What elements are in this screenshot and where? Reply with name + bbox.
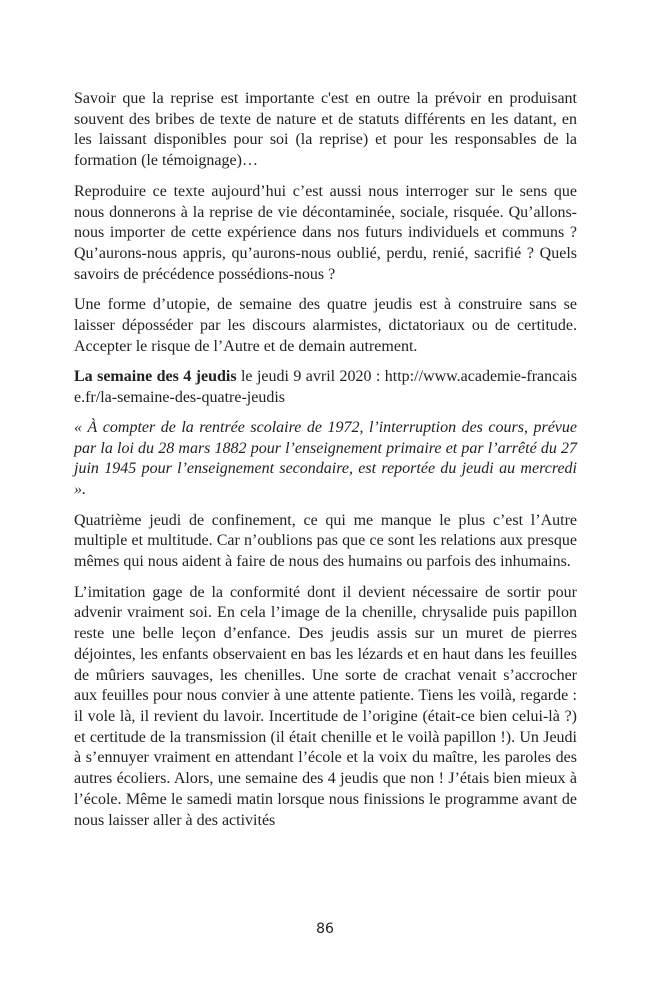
- academie-quote: « À compter de la rentrée scolaire de 1972, l’interruption des cours, prévue par la loi du 28 mars 1882 pour l’enseignement primaire et par l’arrêté du 27 juin 1945 pour l’enseignement secondaire, est reportée du jeudi au mercredi ».: [74, 418, 577, 498]
- paragraph-reproduire: Reproduire ce texte aujourd’hui c’est aussi nous interroger sur le sens que nous donnerons à la reprise de vie décontaminée, sociale, risquée. Qu’allons-nous importer de cette expérience dans nos futurs individuels et communs ? Qu’aurons-nous appris, qu’aurons-nous oublié, perdu, renié, sacrifié ? Quels savoirs de précédence possédions-nous ?: [74, 182, 577, 283]
- page-body: [74, 89, 577, 841]
- reference-paragraph: [74, 367, 577, 408]
- reference-title: La semaine des 4 jeudis: [74, 368, 237, 386]
- reference-date: le jeudi 9 avril 2020 :: [236, 368, 385, 386]
- reference-url[interactable]: http://www.academie-francaise.fr/la-semaine-des-quatre-jeudis: [74, 368, 577, 407]
- paragraph-imitation: L’imitation gage de la conformité dont il devient nécessaire de sortir pour advenir vraiment soi. En cela l’image de la chenille, chrysalide puis papillon reste une belle leçon d’enfance. Des jeudis assis sur un muret de pierres déjointes, les enfants observaient en bas les lézards et en haut dans les feuilles de mûriers sauvages, les chenilles. Une sorte de crachat venait s’accrocher aux feuilles pour nous convier à une attente patiente. Tiens les voilà, regarde : il vole là, il revient du lavoir. Incertitude de l’origine (était-ce bien celui-là ?) et certitude de la transmission (il était chenille et le voilà papillon !). Un Jeudi à s’ennuyer vraiment en attendant l’école et la voix du maître, les paroles des autres écoliers. Alors, une semaine des 4 jeudis que non ! J’étais bien mieux à l’école. Même le samedi matin lorsque nous finissions le programme avant de nous laisser aller à des activités: [74, 583, 577, 829]
- paragraph-quatrieme-jeudi: Quatrième jeudi de confinement, ce qui me manque le plus c’est l’Autre multiple et multitude. Car n’oublions pas que ce sont les relations aux presque mêmes qui nous aident à faire de nous des humains ou parfois des inhumains.: [74, 511, 577, 571]
- page-number: 86: [316, 921, 334, 937]
- paragraph-reprise: Savoir que la reprise est importante c'est en outre la prévoir en produisant souvent des bribes de texte de nature et de statuts différents en les datant, en les laissant disponibles pour soi (la reprise) et pour les responsables de la formation (le témoignage)…: [74, 90, 577, 170]
- paragraph-utopie: Une forme d’utopie, de semaine des quatre jeudis est à construire sans se laisser déposséder par les discours alarmistes, dictatoriaux ou de certitude. Accepter le risque de l’Autre et de demain autrement.: [74, 296, 577, 355]
